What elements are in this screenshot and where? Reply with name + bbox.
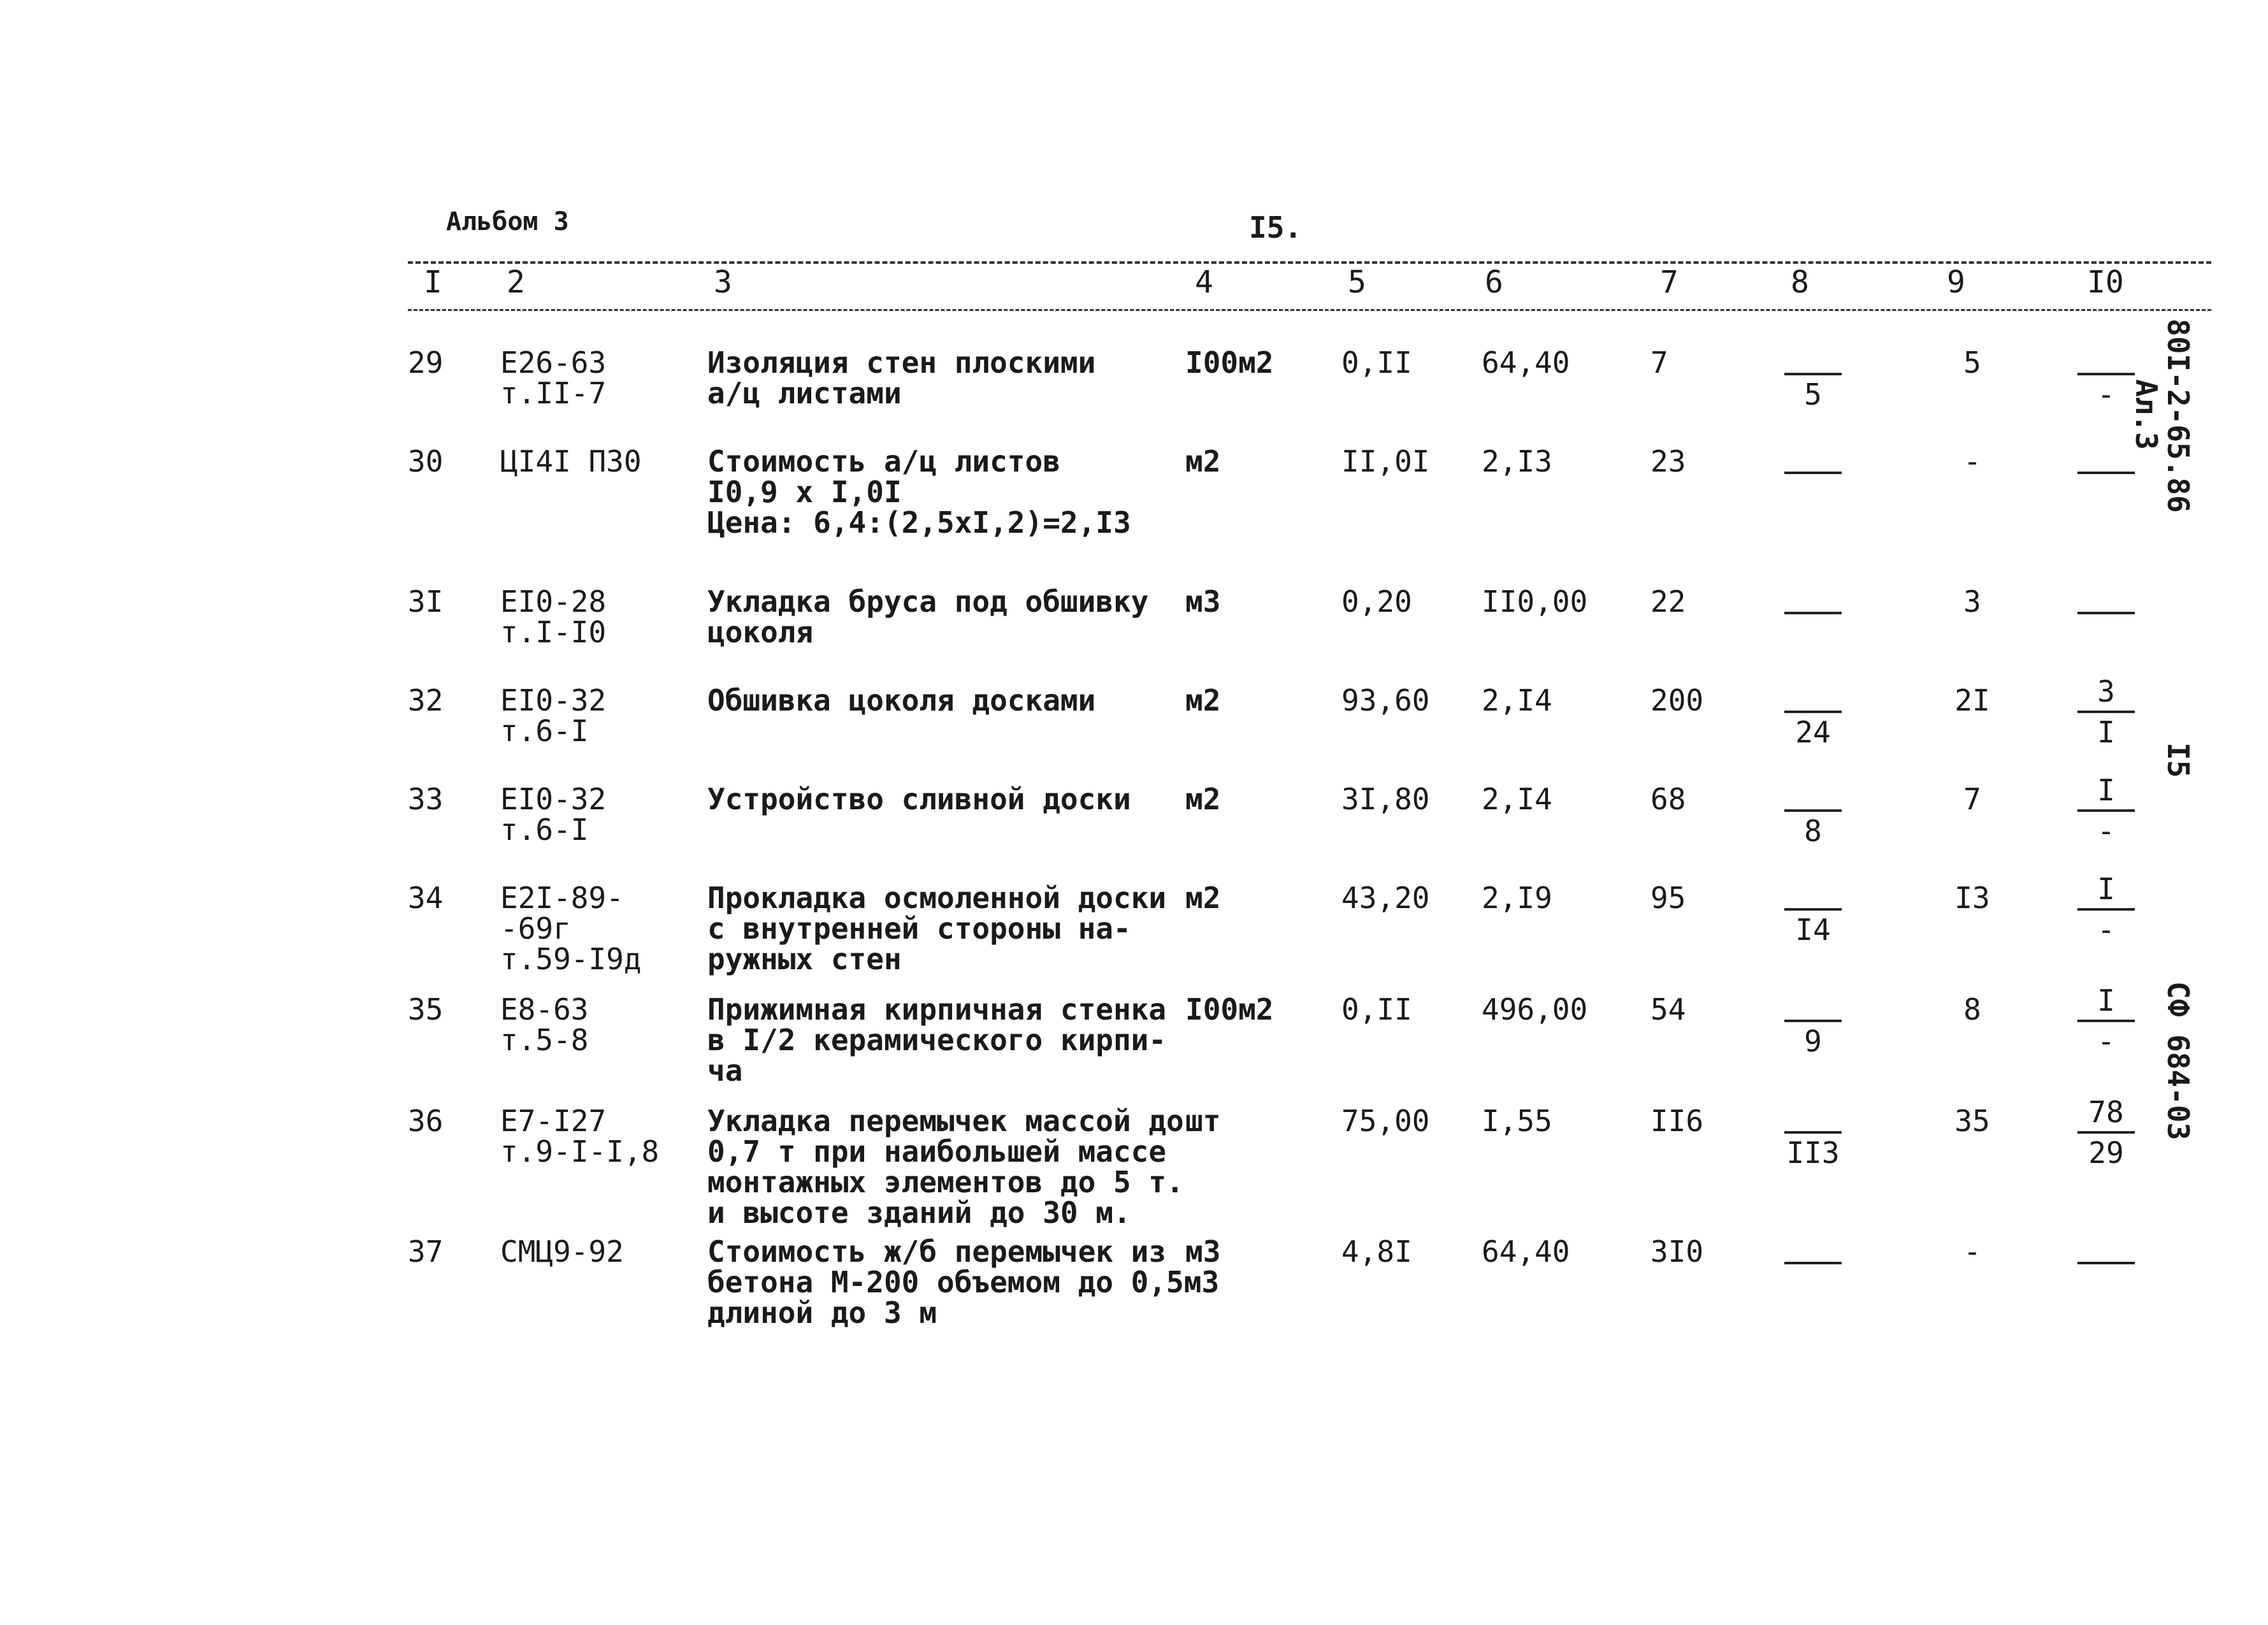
row-quantity: 4,8I [1341,1234,1412,1269]
row-code: E7-I27 т.9-I-I,8 [500,1104,660,1169]
col-header-10: I0 [2087,264,2124,300]
project-code-label: 80I-2-65.86 [2161,319,2195,513]
fraction-bar [1784,711,1842,713]
fraction-numerator [1784,437,1842,468]
col-header-8: 8 [1791,264,1809,300]
row-c10-fraction [2077,676,2135,748]
row-c10-fraction [2077,1227,2135,1299]
row-c8-fraction [1784,775,1842,846]
fraction-bar [2077,1262,2135,1264]
fraction-numerator: 78 [2088,1095,2124,1129]
row-c10-fraction [2077,874,2135,945]
fraction-bar [2077,612,2135,614]
row-number: 32 [408,683,444,718]
fraction-bar [2077,373,2135,375]
row-quantity: II,0I [1341,444,1430,479]
sheet-side-label: I5 [2161,742,2195,778]
row-quantity: 43,20 [1341,881,1430,915]
row-price: 2,I3 [1482,444,1552,479]
fraction-denominator [2077,1268,2135,1299]
row-unit: м2 [1185,782,1221,816]
row-unit: I00м2 [1185,992,1274,1027]
row-unit: м3 [1185,584,1221,619]
row-quantity: 0,II [1341,992,1412,1027]
fraction-numerator [1784,577,1842,608]
row-unit: I00м2 [1185,345,1274,380]
fraction-numerator [1784,676,1842,707]
row-number: 33 [408,782,444,816]
row-price: 2,I4 [1482,782,1552,816]
fraction-bar [2077,1131,2135,1134]
row-number: 35 [408,992,444,1027]
row-price: I,55 [1482,1104,1552,1138]
row-quantity: 75,00 [1341,1104,1430,1138]
row-price: 64,40 [1482,345,1570,380]
row-total: 22 [1650,584,1686,619]
fraction-denominator [2077,478,2135,509]
row-c8-fraction [1784,577,1842,649]
fraction-numerator [1784,985,1842,1016]
row-number: 36 [408,1104,444,1138]
top-rule [408,261,2211,264]
col-header-3: 3 [714,264,732,300]
fraction-numerator [2077,338,2135,369]
fraction-denominator: 5 [1804,377,1822,412]
fraction-bar [1784,1020,1842,1022]
col-header-9: 9 [1947,264,1965,300]
row-col9: 3 [1963,584,1981,619]
row-c8-fraction [1784,676,1842,748]
row-name: Стоимость а/ц листов I0,9 х I,0I Цена: 6,4:(2,5хI,2)=2,I3 [707,444,1131,540]
row-unit: шт [1185,1104,1221,1138]
fraction-denominator: 9 [1804,1024,1822,1058]
fraction-denominator [1784,478,1842,509]
row-number: 30 [408,444,444,479]
row-quantity: 0,20 [1341,584,1412,619]
fraction-denominator: II3 [1786,1136,1840,1170]
fraction-denominator: 29 [2088,1136,2124,1170]
fraction-numerator [2077,577,2135,608]
row-quantity: 0,II [1341,345,1412,380]
row-total: 68 [1650,782,1686,816]
row-code: EI0-28 т.I-I0 [500,584,607,649]
fraction-numerator [1784,338,1842,369]
row-total: 54 [1650,992,1686,1027]
row-unit: м2 [1185,683,1221,718]
col-header-2: 2 [507,264,525,300]
row-total: 95 [1650,881,1686,915]
row-price: 2,I9 [1482,881,1552,915]
col-header-6: 6 [1485,264,1503,300]
fraction-numerator [1784,1097,1842,1127]
row-c10-fraction [2077,577,2135,649]
fraction-numerator: I [2097,773,2115,807]
row-name: Стоимость ж/б перемычек из бетона М-200 объемом до 0,5м3 длиной до 3 м [707,1234,1220,1330]
row-c10-fraction [2077,338,2135,410]
row-name: Укладка бруса под обшивку цоколя [707,584,1149,649]
row-quantity: 93,60 [1341,683,1430,718]
page-number: I5. [1249,210,1303,245]
col-header-7: 7 [1660,264,1679,300]
fraction-denominator: I [2097,715,2115,749]
row-name: Укладка перемычек массой до 0,7 т при наибольшей массе монтажных элементов до 5 т. и высоте зданий до 30 м. [707,1104,1184,1230]
row-unit: м2 [1185,881,1221,915]
fraction-numerator [1784,1227,1842,1258]
fraction-bar [2077,711,2135,713]
row-number: 37 [408,1234,444,1269]
row-col9: 2I [1954,683,1990,718]
row-col9: - [1963,1234,1981,1269]
row-code: EI0-32 т.6-I [500,782,607,847]
row-c8-fraction [1784,338,1842,410]
row-col9: 7 [1963,782,1981,816]
row-name: Прижимная кирпичная стенка в I/2 керамического кирпи- ча [707,992,1167,1088]
row-code: E8-63 т.5-8 [500,992,589,1057]
fraction-bar [1784,809,1842,812]
fraction-denominator [2077,618,2135,649]
row-c10-fraction [2077,1097,2135,1168]
row-c10-fraction [2077,775,2135,846]
fraction-numerator [1784,775,1842,805]
row-name: Устройство сливной доски [707,782,1131,816]
row-col9: 5 [1963,345,1981,380]
fraction-numerator: I [2097,872,2115,906]
fraction-bar [1784,1262,1842,1264]
row-c8-fraction [1784,985,1842,1057]
fraction-bar [2077,472,2135,474]
fraction-bar [1784,472,1842,474]
fraction-denominator [1784,1268,1842,1299]
fraction-numerator [1784,874,1842,904]
row-code: EI0-32 т.6-I [500,683,607,748]
row-col9: I3 [1954,881,1990,915]
row-price: 64,40 [1482,1234,1570,1269]
fraction-denominator: - [2097,913,2115,947]
row-price: II0,00 [1482,584,1588,619]
row-c10-fraction [2077,985,2135,1057]
row-total: 3I0 [1650,1234,1704,1269]
header-underline [408,309,2211,311]
row-c8-fraction [1784,437,1842,509]
fraction-denominator [1784,618,1842,649]
row-unit: м2 [1185,444,1221,479]
row-code: СМЦ9-92 [500,1234,624,1269]
row-total: 7 [1650,345,1668,380]
fraction-bar [1784,908,1842,911]
row-col9: - [1963,444,1981,479]
row-col9: 8 [1963,992,1981,1027]
row-code: ЦI4I ПЗ0 [500,444,642,479]
fraction-bar [2077,1020,2135,1022]
fraction-bar [1784,373,1842,375]
row-number: 3I [408,584,444,619]
fraction-numerator: 3 [2097,674,2115,709]
row-code: E2I-89- -69г т.59-I9д [500,881,642,976]
row-c8-fraction [1784,1097,1842,1168]
row-name: Прокладка осмоленной доски с внутренней стороны на- ружных стен [707,881,1167,976]
row-total: 200 [1650,683,1704,718]
fraction-denominator: - [2097,377,2115,412]
fraction-numerator [2077,1227,2135,1258]
fraction-denominator: 8 [1804,814,1822,848]
fraction-bar [2077,908,2135,911]
fraction-numerator [2077,437,2135,468]
row-c8-fraction [1784,1227,1842,1299]
row-number: 29 [408,345,444,380]
row-number: 34 [408,881,444,915]
row-quantity: 3I,80 [1341,782,1430,816]
row-price: 496,00 [1482,992,1588,1027]
fraction-denominator: - [2097,814,2115,848]
row-total: II6 [1650,1104,1704,1138]
fraction-denominator: 24 [1795,715,1831,749]
col-header-4: 4 [1195,264,1213,300]
row-unit: м3 [1185,1234,1221,1269]
fraction-bar [1784,612,1842,614]
fraction-denominator: - [2097,1024,2115,1058]
fraction-bar [1784,1131,1842,1134]
row-code: E26-63 т.II-7 [500,345,607,410]
album-label: Альбом 3 [446,207,569,236]
fraction-numerator: I [2097,983,2115,1018]
row-name: Изоляция стен плоскими а/ц листами [707,345,1096,410]
row-c8-fraction [1784,874,1842,945]
fraction-denominator: I4 [1795,913,1831,947]
fraction-bar [2077,809,2135,812]
album-side-label: Ал.3 [2129,379,2163,450]
row-col9: 35 [1954,1104,1990,1138]
col-header-1: I [424,264,442,300]
row-name: Обшивка цоколя досками [707,683,1096,718]
code-side-label: СФ 684-03 [2161,981,2195,1141]
row-c10-fraction [2077,437,2135,509]
col-header-5: 5 [1348,264,1366,300]
row-total: 23 [1650,444,1686,479]
row-price: 2,I4 [1482,683,1552,718]
